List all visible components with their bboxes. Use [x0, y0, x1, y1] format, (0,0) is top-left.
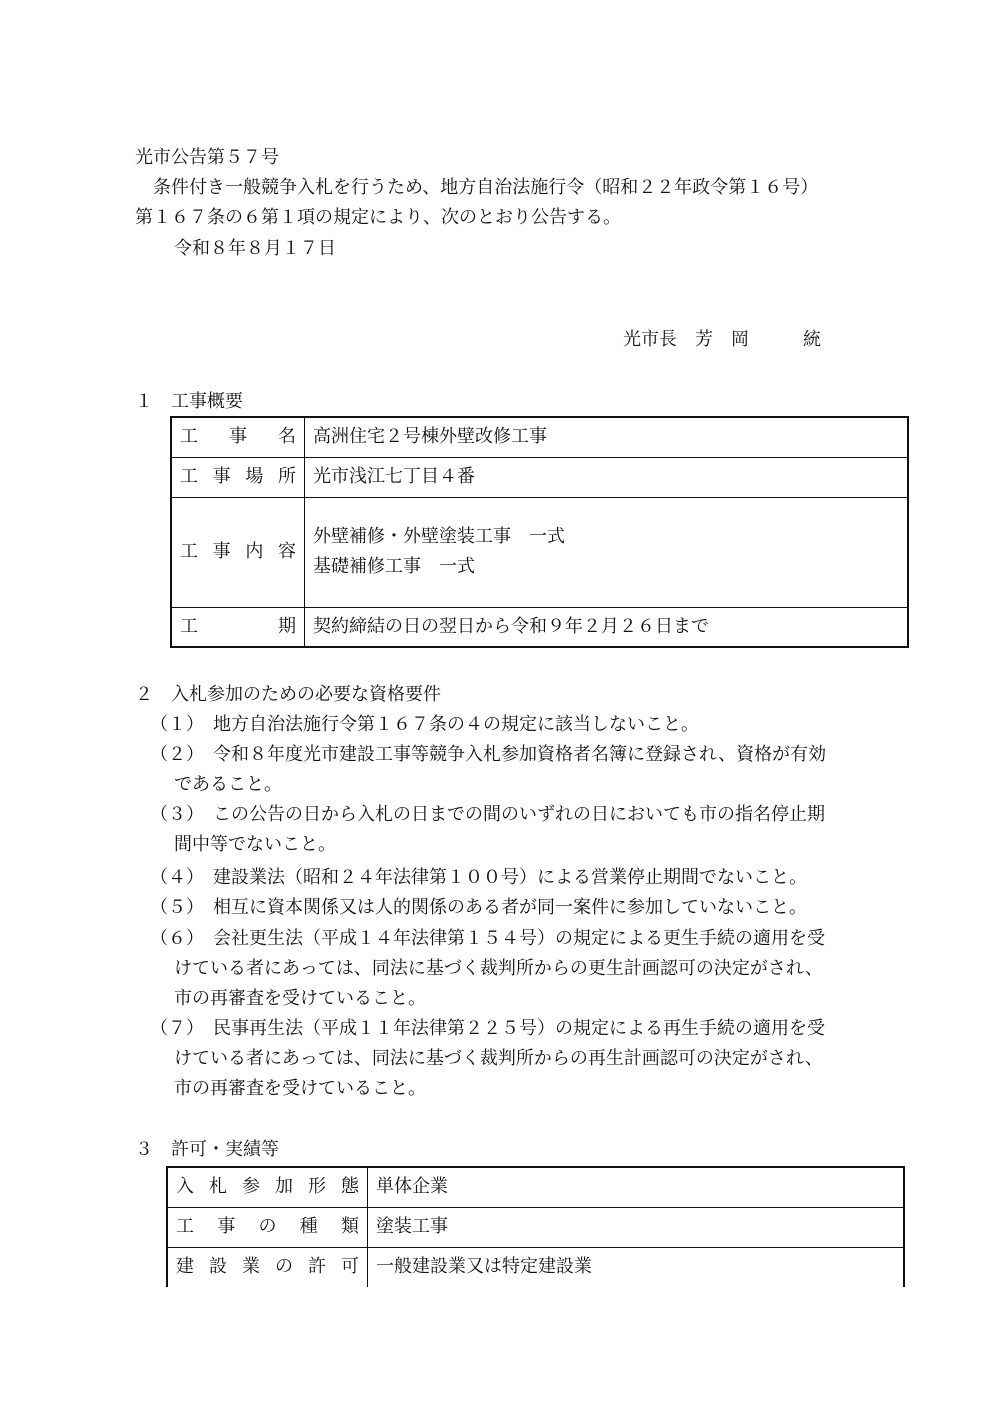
requirement-line: けている者にあっては、同法に基づく裁判所からの再生計画認可の決定がされ、	[174, 1048, 823, 1069]
label-construction-name: 工事名	[171, 417, 305, 457]
table-row	[171, 417, 908, 457]
value-bid-participation-form: 単体企業	[368, 1167, 905, 1207]
requirement-line: （６） 会社更生法（平成１４年法律第１５４号）の規定による更生手続の適用を受	[150, 928, 825, 949]
requirement-line: 市の再審査を受けていること。	[174, 988, 426, 1009]
table-row	[167, 1207, 904, 1247]
content-line-2: 基礎補修工事 一式	[313, 556, 475, 577]
table-row	[167, 1247, 904, 1287]
requirement-line: 間中等でないこと。	[174, 834, 336, 855]
requirement-line: （７） 民事再生法（平成１１年法律第２２５号）の規定による再生手続の適用を受	[150, 1018, 825, 1039]
section2-heading: ２ 入札参加のための必要な資格要件	[135, 684, 441, 705]
section3-heading: ３ 許可・実績等	[135, 1139, 279, 1160]
requirement-line: （４） 建設業法（昭和２４年法律第１００号）による営業停止期間でないこと。	[150, 867, 807, 888]
construction-overview-table	[170, 416, 909, 648]
value-construction-site: 光市浅江七丁目４番	[305, 457, 909, 497]
requirement-line: （３） この公告の日から入札の日までの間のいずれの日においても市の指名停止期	[150, 804, 825, 825]
intro-line-2: 第１６７条の６第１項の規定により、次のとおり公告する。	[135, 207, 621, 228]
requirement-line: であること。	[174, 774, 282, 795]
table-row	[167, 1167, 904, 1207]
label-bid-participation-form: 入札参加形態	[167, 1167, 368, 1207]
intro-line-1: 条件付き一般競争入札を行うため、地方自治法施行令（昭和２２年政令第１６号）	[153, 177, 819, 198]
notice-number: 光市公告第５７号	[135, 147, 279, 168]
value-construction-type: 塗装工事	[368, 1207, 905, 1247]
value-construction-content	[305, 497, 909, 607]
requirement-line: （２） 令和８年度光市建設工事等競争入札参加資格者名簿に登録され、資格が有効	[150, 744, 827, 765]
value-construction-period: 契約締結の日の翌日から令和９年２月２６日まで	[305, 607, 909, 647]
requirement-line: （５） 相互に資本関係又は人的関係のある者が同一案件に参加していないこと。	[150, 897, 807, 918]
label-construction-content: 工事内容	[171, 497, 305, 607]
table-row	[171, 457, 908, 497]
notice-date: 令和８年８月１７日	[174, 238, 336, 259]
requirement-line: 市の再審査を受けていること。	[174, 1078, 426, 1099]
label-construction-type: 工事の種類	[167, 1207, 368, 1247]
content-line-1: 外壁補修・外壁塗装工事 一式	[313, 526, 565, 547]
requirement-line: （１） 地方自治法施行令第１６７条の４の規定に該当しないこと。	[150, 714, 699, 735]
table-row	[171, 607, 908, 647]
license-table	[166, 1166, 905, 1287]
value-construction-name: 高洲住宅２号棟外壁改修工事	[305, 417, 909, 457]
section1-heading: １ 工事概要	[135, 391, 243, 412]
signatory: 光市長 芳 岡 統	[623, 329, 821, 350]
value-construction-license: 一般建設業又は特定建設業	[368, 1247, 905, 1287]
table-row	[171, 497, 908, 607]
requirement-line: けている者にあっては、同法に基づく裁判所からの更生計画認可の決定がされ、	[174, 958, 823, 979]
label-construction-license: 建設業の許可	[167, 1247, 368, 1287]
label-construction-site: 工事場所	[171, 457, 305, 497]
label-construction-period: 工期	[171, 607, 305, 647]
